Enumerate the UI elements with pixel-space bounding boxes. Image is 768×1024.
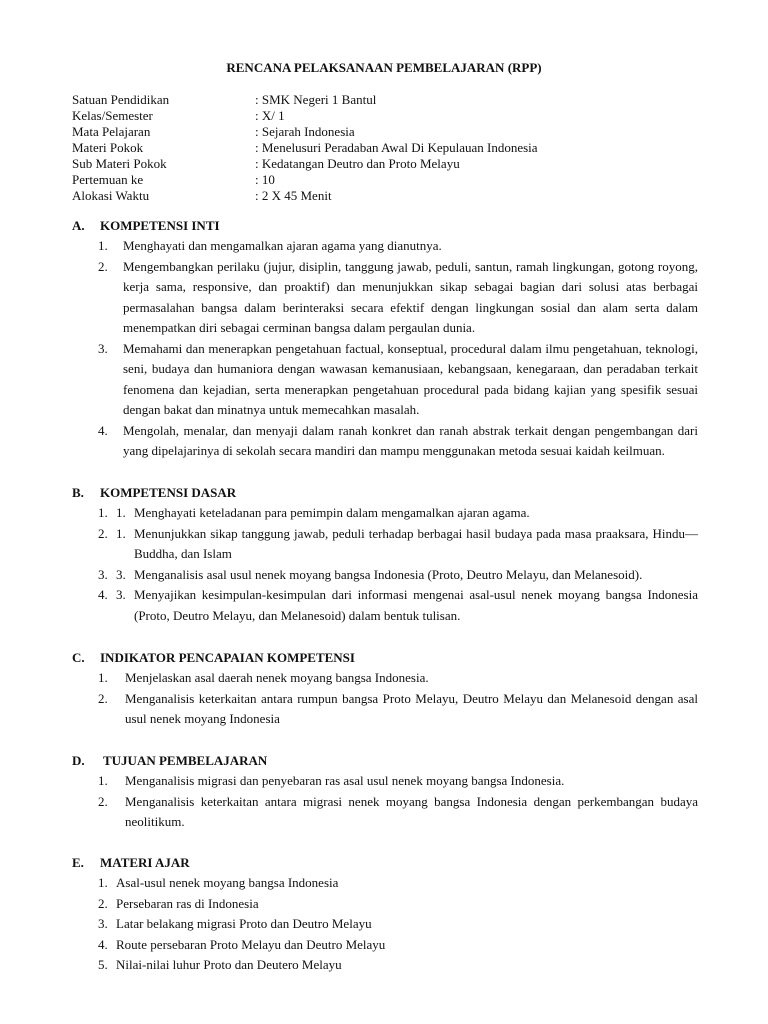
list-item xyxy=(72,524,698,565)
section-letter: B. xyxy=(72,485,84,500)
item-text: Menunjukkan sikap tanggung jawab, peduli terhadap berbagai hasil budaya pada masa praaksara, Hindu—Buddha, dan Islam xyxy=(134,525,698,561)
item-number: 5. xyxy=(98,957,108,972)
section-heading xyxy=(72,648,698,668)
meta-value: : Menelusuri Peradaban Awal Di Kepulauan Indonesia xyxy=(255,140,538,155)
identity-table xyxy=(72,92,692,204)
list-item xyxy=(72,873,698,894)
item-number: 2. xyxy=(98,793,108,809)
item-text: Mengolah, menalar, dan menyaji dalam ranah konkret dan ranah abstrak terkait dengan pengembangan dari yang dipelajarinya di sekolah secara mandiri dan mampu menggunakan metoda sesuai kaidah keilmuan. xyxy=(123,422,698,458)
item-text: Latar belakang migrasi Proto dan Deutro Melayu xyxy=(116,916,372,931)
item-number: 4. xyxy=(98,422,108,438)
meta-row xyxy=(72,156,692,172)
list-item xyxy=(72,689,698,730)
item-subnumber: 3. xyxy=(116,587,126,602)
item-number: 1. xyxy=(98,238,108,253)
section-title: TUJUAN PEMBELAJARAN xyxy=(103,753,268,768)
item-number: 4. xyxy=(98,936,108,952)
item-text: Memahami dan menerapkan pengetahuan factual, konseptual, procedural dalam ilmu pengetahuan, teknologi, seni, budaya dan humaniora dengan wawasan kemanusiaan, kebangsaan, kenegaraan, dan peradaban terkait fenomena dan kejadian, serta menerapkan pengetahuan procedural pada bidang kajian yang spesifik sesuai dengan bakat dan minatnya untuk memecahkan masalah. xyxy=(123,340,698,417)
meta-label: Pertemuan ke xyxy=(72,172,144,187)
section-kompetensi-inti xyxy=(72,216,698,462)
list-item xyxy=(72,503,698,524)
item-subnumber: 3. xyxy=(116,566,126,582)
list-item xyxy=(72,792,698,833)
list-item xyxy=(72,894,698,915)
meta-label: Sub Materi Pokok xyxy=(72,156,167,171)
meta-label: Kelas/Semester xyxy=(72,108,153,123)
item-text: Menganalisis keterkaitan antara migrasi nenek moyang bangsa Indonesia dengan perkembangan budaya neolitikum. xyxy=(125,793,698,829)
section-title: MATERI AJAR xyxy=(100,855,190,870)
item-number: 1. xyxy=(98,875,108,890)
section-letter: C. xyxy=(72,650,85,665)
section-heading xyxy=(72,483,698,503)
item-text: Menyajikan kesimpulan-kesimpulan dari informasi mengenai asal-usul nenek moyang bangsa Indonesia (Proto, Deutro Melayu, dan Melanesoid) dalam bentuk tulisan. xyxy=(134,587,698,623)
list-item xyxy=(72,339,698,421)
list-item xyxy=(72,914,698,935)
section-letter: D. xyxy=(72,753,85,768)
meta-row xyxy=(72,172,692,188)
item-number: 1. xyxy=(98,505,108,520)
meta-label: Materi Pokok xyxy=(72,140,144,155)
item-number: 2. xyxy=(98,258,108,274)
list-item xyxy=(72,257,698,339)
item-number: 2. xyxy=(98,525,108,541)
item-text: Menganalisis asal usul nenek moyang bangsa Indonesia (Proto, Deutro Melayu, dan Melanesoid). xyxy=(134,566,643,582)
list-item xyxy=(72,421,698,462)
list-item xyxy=(72,565,698,586)
item-text: Menganalisis keterkaitan antara rumpun bangsa Proto Melayu, Deutro Melayu dan Melanesoid dengan asal usul nenek moyang Indonesia xyxy=(125,690,698,726)
item-text: Menjelaskan asal daerah nenek moyang bangsa Indonesia. xyxy=(125,670,429,685)
item-text: Route persebaran Proto Melayu dan Deutro Melayu xyxy=(116,936,386,952)
meta-row xyxy=(72,140,692,156)
item-text: Persebaran ras di Indonesia xyxy=(116,895,259,911)
meta-row xyxy=(72,92,692,108)
meta-value: : SMK Negeri 1 Bantul xyxy=(255,92,377,107)
meta-label: Alokasi Waktu xyxy=(72,188,150,203)
meta-label: Satuan Pendidikan xyxy=(72,92,170,107)
section-indikator xyxy=(72,648,698,730)
list-item xyxy=(72,955,698,976)
item-subnumber: 1. xyxy=(116,525,126,541)
meta-value: : 2 X 45 Menit xyxy=(255,188,332,203)
item-text: Mengembangkan perilaku (jujur, disiplin, tanggung jawab, peduli, santun, ramah lingkungan, gotong royong, kerja sama, responsive, dan proaktif) dan menunjukkan sikap sebagai bagian dari solusi atas berbagai permasalahan bangsa dalam berinteraksi secara efektif dengan lingkungan sosial dan alam serta dalam menempatkan diri sebagai cerminan bangsa dalam pergaulan dunia. xyxy=(123,258,698,335)
section-materi-ajar xyxy=(72,853,698,976)
item-text: Menghayati dan mengamalkan ajaran agama yang dianutnya. xyxy=(123,238,442,253)
meta-value: : Sejarah Indonesia xyxy=(255,124,355,139)
meta-row xyxy=(72,188,692,204)
meta-label: Mata Pelajaran xyxy=(72,124,151,139)
list-item xyxy=(72,668,698,689)
item-number: 2. xyxy=(98,895,108,911)
section-heading xyxy=(72,216,698,236)
item-number: 1. xyxy=(98,773,108,788)
item-number: 4. xyxy=(98,587,108,602)
list-item xyxy=(72,771,698,792)
meta-row xyxy=(72,124,692,140)
meta-value: : X/ 1 xyxy=(255,108,285,123)
section-kompetensi-dasar xyxy=(72,483,698,626)
meta-value: : Kedatangan Deutro dan Proto Melayu xyxy=(255,156,460,171)
section-heading xyxy=(72,853,698,873)
meta-row xyxy=(72,108,692,124)
item-number: 2. xyxy=(98,690,108,706)
item-subnumber: 1. xyxy=(116,505,126,520)
section-letter: A. xyxy=(72,218,85,233)
item-text: Asal-usul nenek moyang bangsa Indonesia xyxy=(116,875,339,890)
list-item xyxy=(72,935,698,956)
section-title: INDIKATOR PENCAPAIAN KOMPETENSI xyxy=(100,650,355,665)
section-heading xyxy=(72,751,698,771)
item-number: 1. xyxy=(98,670,108,685)
item-text: Menganalisis migrasi dan penyebaran ras asal usul nenek moyang bangsa Indonesia. xyxy=(125,773,565,788)
meta-value: : 10 xyxy=(255,172,275,187)
list-item xyxy=(72,236,698,257)
section-title: KOMPETENSI INTI xyxy=(100,218,220,233)
section-title: KOMPETENSI DASAR xyxy=(100,485,237,500)
item-text: Nilai-nilai luhur Proto dan Deutero Melayu xyxy=(116,957,342,972)
item-number: 3. xyxy=(98,916,108,931)
list-item xyxy=(72,585,698,626)
item-text: Menghayati keteladanan para pemimpin dalam mengamalkan ajaran agama. xyxy=(134,505,530,520)
document-title: RENCANA PELAKSANAAN PEMBELAJARAN (RPP) xyxy=(226,60,542,75)
item-number: 3. xyxy=(98,340,108,356)
section-letter: E. xyxy=(72,855,84,870)
section-tujuan xyxy=(72,751,698,833)
item-number: 3. xyxy=(98,566,108,582)
